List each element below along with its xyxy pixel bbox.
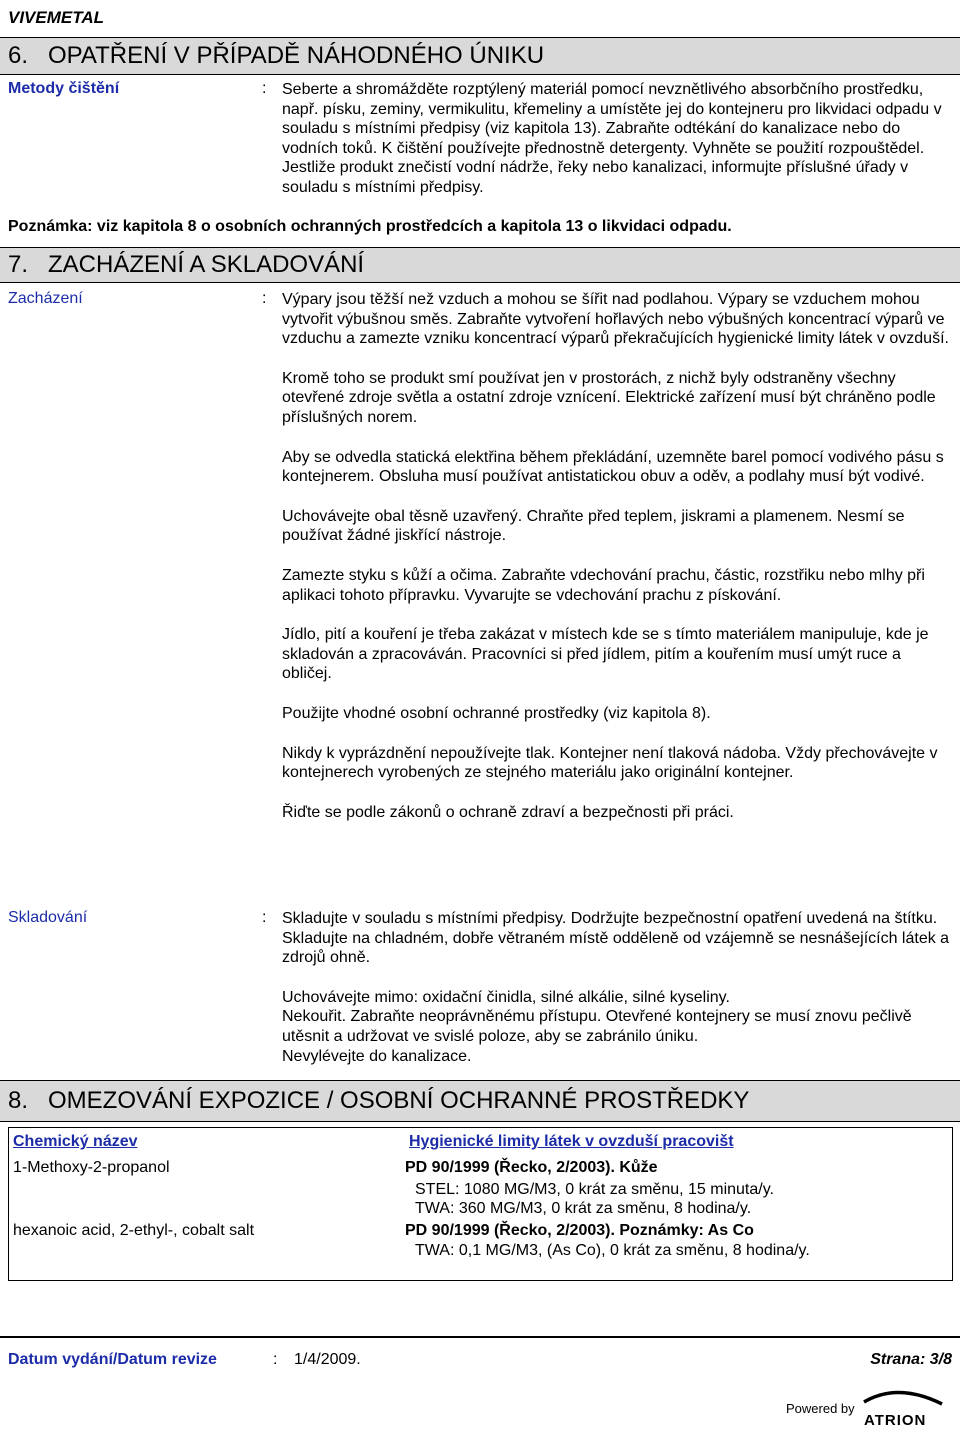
storage-label: Skladování [8, 909, 88, 926]
brand-name: VIVEMETAL [8, 8, 105, 27]
handling-paragraph: Nikdy k vyprázdnění nepoužívejte tlak. Kontejner není tlaková nádoba. Vždy přechovávejte v kontejnerech vyrobených ze stejného materiálu jako originální kontejner. [282, 744, 938, 782]
colon: : [262, 80, 267, 97]
footer-colon: : [273, 1351, 278, 1368]
table-cell-chemical-name: 1-Methoxy-2-propanol [13, 1159, 170, 1176]
handling-paragraph: Kromě toho se produkt smí používat jen v prostorách, z nichž byly odstraněny všechny otevřené zdroje světla a ostatní zdroje vznícení. Elektrické zařízení musí být chráněno podle příslušných norem. [282, 369, 936, 426]
handling-paragraph: Aby se odvedla statická elektřina během překládání, uzemněte barel pomocí vodivého pásu s kontejnerem. Obsluha musí používat antistatickou obuv a oděv, a podlahy musí být vodivé. [282, 448, 944, 486]
storage-line: Uchovávejte mimo: oxidační činidla, silné alkálie, silné kyseliny. [282, 988, 730, 1006]
handling-paragraph: Použijte vhodné osobní ochranné prostředky (viz kapitola 8). [282, 704, 711, 722]
section-6-number: 6. [8, 42, 29, 69]
colon: : [262, 290, 267, 307]
cleanup-methods-text: Seberte a shromážděte rozptýlený materiál pomocí nevznětlivého absorbčního prostředku, např. písku, zeminy, vermikulitu, křemeliny a umístěte jej do kontejneru pro likvidaci odpadu v souladu s místními předpisy (viz kapitola 13). Zabraňte odtékání do kanalizace nebo do vodních toků. K čištění používejte přednostně detergenty. Vyhněte se použití rozpouštědel. Jestliže produkt znečistí vodní nádrže, řeky nebo kanalizaci, informujte příslušné úřady v souladu s místními předpisy. [282, 81, 942, 196]
section-8-number: 8. [8, 1087, 29, 1114]
powered-by-atrion-logo [786, 1388, 946, 1428]
section-6-header [0, 37, 960, 75]
column-header-exposure-limits: Hygienické limity látek v ovzduší pracovišt [409, 1133, 734, 1150]
handling-paragraph: Jídlo, pití a kouření je třeba zakázat v místech kde se s tímto materiálem manipuluje, kde je skladován a zpracováván. Pracovníci si před jídlem, pitím a kouřením musí umýt ruce a obličej. [282, 626, 929, 683]
handling-label: Zacházení [8, 290, 83, 307]
storage-text [282, 909, 954, 1066]
table-cell-chemical-name: hexanoic acid, 2-ethyl-, cobalt salt [13, 1222, 255, 1239]
table-cell-limit-line: STEL: 1080 MG/M3, 0 krát za směnu, 15 minuta/y. [415, 1181, 774, 1198]
section-7-header [0, 247, 960, 283]
storage-line: Nekouřit. Zabraňte neoprávněnému přístupu. Otevřené kontejnery se musí znovu pečlivě utěsnit a udržovat ve svislé poloze, aby se zabránilo úniku. [282, 1008, 912, 1045]
table-cell-limit-heading: PD 90/1999 (Řecko, 2/2003). Kůže [405, 1159, 658, 1176]
section-8-header [0, 1080, 960, 1122]
handling-paragraph: Uchovávejte obal těsně uzavřený. Chraňte před teplem, jiskrami a plamenem. Nesmí se používat žádné jiskřící nástroje. [282, 507, 905, 545]
logo-swoosh-icon [864, 1392, 942, 1404]
handling-paragraph: Zamezte styku s kůží a očima. Zabraňte vdechování prachu, částic, rozstřiku nebo mlhy při aplikaci tohoto přípravku. Vyvarujte se vdechování prachu z pískování. [282, 566, 925, 604]
table-cell-limit-line: TWA: 0,1 MG/M3, (As Co), 0 krát za směnu, 8 hodina/y. [415, 1242, 810, 1259]
section-6-note: Poznámka: viz kapitola 8 o osobních ochranných prostředcích a kapitola 13 o likvidaci odpadu. [8, 218, 732, 235]
powered-by-text: Powered by [786, 1401, 855, 1416]
cleanup-methods-label: Metody čištění [8, 80, 120, 97]
footer-date-value: 1/4/2009. [294, 1351, 361, 1368]
logo-text: ATRION [864, 1412, 927, 1428]
footer-date-label: Datum vydání/Datum revize [8, 1351, 217, 1368]
storage-paragraph: Skladujte v souladu s místními předpisy. Dodržujte bezpečnostní opatření uvedená na štítku. Skladujte na chladném, dobře větraném místě odděleně od vzájemně se nesnášejících látek a zdrojů ohně. [282, 910, 950, 967]
handling-paragraph: Řiďte se podle zákonů o ochraně zdraví a bezpečnosti při práci. [282, 803, 734, 821]
section-7-title: ZACHÁZENÍ A SKLADOVÁNÍ [48, 251, 365, 278]
colon: : [262, 909, 267, 926]
section-6-title: OPATŘENÍ V PŘÍPADĚ NÁHODNÉHO ÚNIKU [48, 42, 545, 69]
section-8-title: OMEZOVÁNÍ EXPOZICE / OSOBNÍ OCHRANNÉ PROSTŘEDKY [48, 1087, 750, 1114]
handling-paragraph: Výpary jsou těžší než vzduch a mohou se šířit nad podlahou. Výpary se vzduchem mohou vytvořit výbušnou směs. Zabraňte vytvoření hořlavých nebo výbušných koncentrací výparů ve vzduchu a zamezte vzniku koncentrací výparů překračujících hygienické limity látek v ovzduší. [282, 291, 949, 348]
storage-line: Nevylévejte do kanalizace. [282, 1047, 472, 1065]
column-header-chemical-name: Chemický název [13, 1133, 138, 1150]
table-cell-limit-heading: PD 90/1999 (Řecko, 2/2003). Poznámky: As Co [405, 1222, 754, 1239]
exposure-limits-table [8, 1127, 953, 1281]
footer-divider [0, 1336, 960, 1338]
section-7-number: 7. [8, 251, 29, 278]
handling-text [282, 290, 954, 822]
table-cell-limit-line: TWA: 360 MG/M3, 0 krát za směnu, 8 hodina/y. [415, 1200, 752, 1217]
page-number: Strana: 3/8 [870, 1351, 952, 1368]
